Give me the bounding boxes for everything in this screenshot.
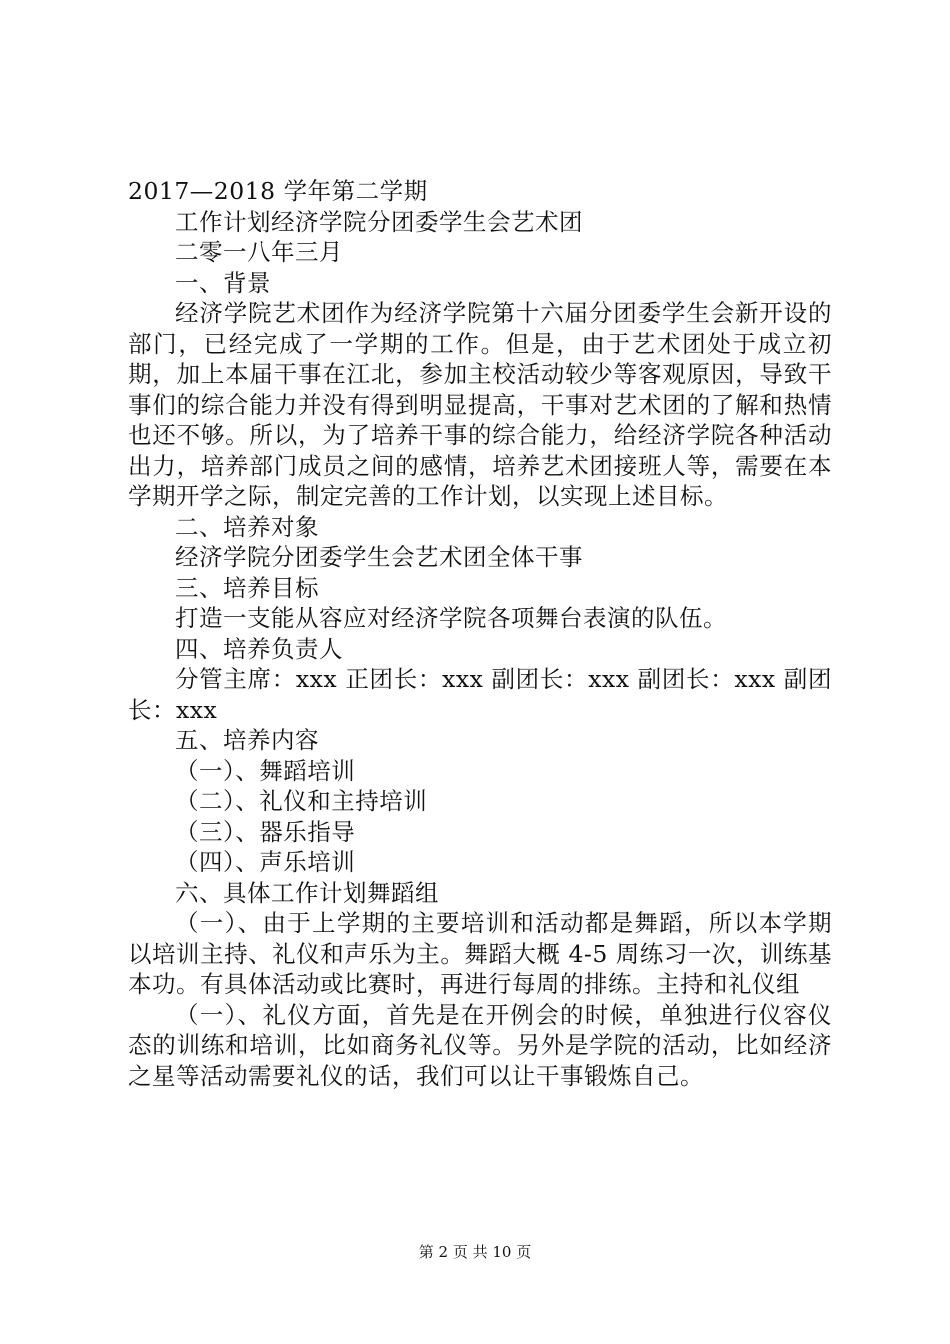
content-list-item: （四）、声乐培训 bbox=[175, 848, 356, 876]
section-body-responsible: 分管主席：xxx 正团长：xxx 副团长：xxx 副团长：xxx 副团长：xxx bbox=[128, 665, 832, 724]
section-heading-responsible: 四、培养负责人 bbox=[175, 634, 343, 663]
content-list-item: （一）、舞蹈培训 bbox=[175, 756, 356, 785]
section-heading-work-plan: 六、具体工作计划舞蹈组 bbox=[175, 878, 439, 907]
section-body-target-group: 经济学院分团委学生会艺术团全体干事 bbox=[175, 543, 583, 571]
document-body bbox=[128, 176, 832, 1091]
section-body-background: 经济学院艺术团作为经济学院第十六届分团委学生会新开设的部门，已经完成了一学期的工作。但是，由于艺术团处于成立初期，加上本届干事在江北，参加主校活动较少等客观原因，导致干事们的综合能力并没有得到明显提高，干事对艺术团的了解和热情也还不够。所以，为了培养干事的综合能力，给经济学院各种活动出力，培养部门成员之间的感情，培养艺术团接班人等，需要在本学期开学之际，制定完善的工作计划，以实现上述目标。 bbox=[128, 299, 832, 510]
section-heading-target-group: 二、培养对象 bbox=[175, 512, 319, 541]
plan-title: 工作计划经济学院分团委学生会艺术团 bbox=[175, 207, 583, 236]
work-plan-paragraph-dance: （一）、由于上学期的主要培训和活动都是舞蹈，所以本学期以培训主持、礼仪和声乐为主。舞蹈大概 4-5 周练习一次，训练基本功。有具体活动或比赛时，再进行每周的排练。主持和礼仪组 bbox=[128, 909, 832, 998]
section-heading-goal: 三、培养目标 bbox=[175, 573, 319, 602]
plan-date: 二零一八年三月 bbox=[175, 238, 343, 266]
section-heading-content: 五、培养内容 bbox=[175, 726, 319, 754]
semester-title: 2017—2018 学年第二学期 bbox=[128, 177, 428, 205]
section-body-goal: 打造一支能从容应对经济学院各项舞台表演的队伍。 bbox=[175, 604, 727, 632]
page-number-footer: 第 2 页 共 10 页 bbox=[418, 1243, 532, 1261]
section-heading-background: 一、背景 bbox=[175, 268, 271, 297]
content-list-item: （二）、礼仪和主持培训 bbox=[175, 787, 428, 815]
work-plan-paragraph-etiquette: （一）、礼仪方面，首先是在开例会的时候，单独进行仪容仪态的训练和培训，比如商务礼仪等。另外是学院的活动，比如经济之星等活动需要礼仪的话，我们可以让干事锻炼自己。 bbox=[128, 1000, 832, 1090]
content-list-item: （三）、器乐指导 bbox=[175, 817, 356, 846]
